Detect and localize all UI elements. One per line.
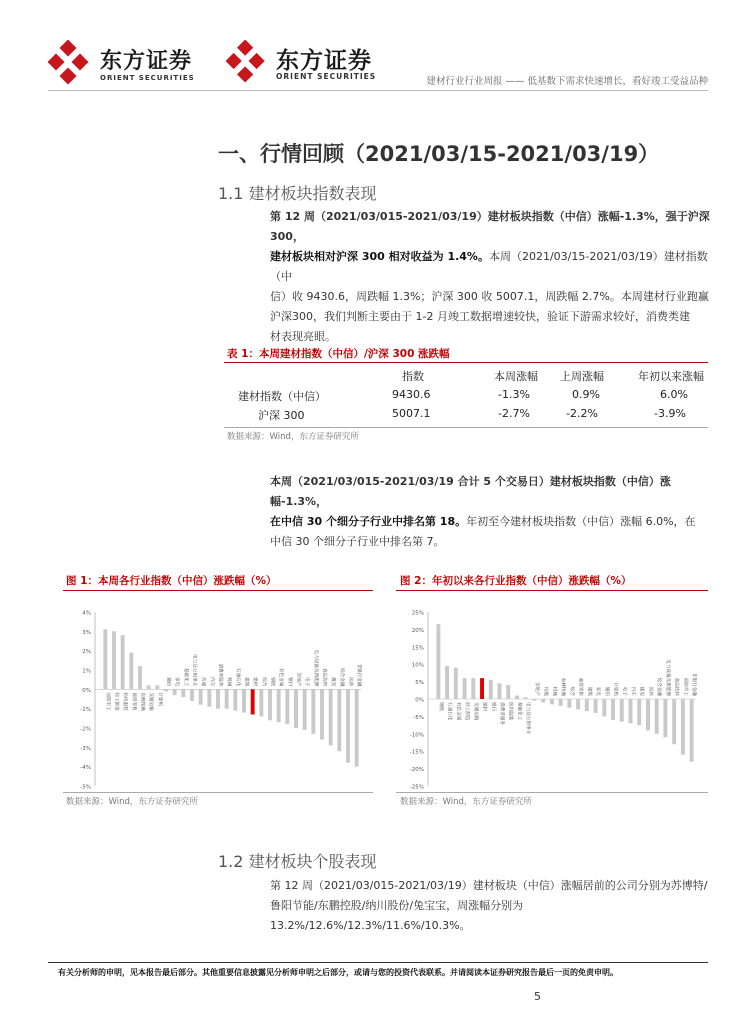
footer-note: 有关分析师的申明，见本报告最后部分。其他重要信息披露见分析师申明之后部分，或请与您的投资代表联系。并请阅读本证券研究报告最后一页的免责申明。 — [58, 968, 618, 977]
category-label: 交通运输 — [472, 702, 478, 721]
category-label: 轻工制造 — [113, 692, 119, 711]
y-tick-label: 1% — [82, 668, 91, 675]
bar — [121, 635, 125, 689]
y-tick-label: -20% — [409, 767, 424, 774]
table-row-1-week: -1.3% — [498, 388, 530, 401]
figure-1-title: 图 1：本周各行业指数（中信）涨跌幅（%） — [66, 575, 277, 587]
paragraph-1 — [270, 207, 710, 347]
chart-1 — [63, 598, 373, 794]
page-number: 5 — [534, 990, 541, 1003]
bar — [164, 689, 168, 691]
category-label: 建材 — [252, 677, 258, 687]
y-tick-label: 25% — [411, 610, 424, 617]
paragraph-3 — [270, 876, 715, 936]
bar — [285, 689, 289, 724]
table-1 — [224, 362, 708, 428]
category-label: 医药 — [647, 686, 653, 696]
table-row-2-index: 5007.1 — [392, 407, 431, 420]
category-label: 家电 — [174, 677, 180, 687]
category-label: 农林牧渔 — [139, 692, 145, 711]
category-label: 电力及公用事业 — [525, 702, 531, 735]
category-label: 商贸零售 — [577, 677, 583, 696]
bar — [663, 699, 667, 737]
bar — [181, 689, 185, 697]
bar — [436, 624, 440, 699]
category-label: 建筑 — [243, 677, 249, 687]
bar — [559, 699, 563, 706]
bar — [620, 699, 624, 722]
category-label: 消费者服务 — [217, 663, 223, 687]
logo-2-cn: 东方证券 — [276, 48, 372, 74]
bar — [515, 696, 519, 699]
category-label: 机械 — [551, 686, 557, 696]
bar — [611, 699, 615, 720]
y-tick-label: -1% — [80, 707, 91, 714]
bar — [147, 685, 151, 689]
category-label: 交通运输 — [148, 692, 154, 711]
category-label: 钢铁 — [269, 677, 275, 687]
bar — [155, 685, 159, 689]
paragraph-2 — [270, 472, 710, 552]
category-label: 钢铁 — [437, 702, 443, 712]
bar — [567, 699, 571, 708]
category-label: 煤炭 — [638, 686, 644, 696]
y-tick-label: 20% — [411, 627, 424, 634]
category-label: 传媒 — [200, 677, 206, 687]
para2-line-2: 在中信 30 个细分子行业中排名第 18。年初至今建材板块指数（中信）涨幅 6.0%，在 — [270, 515, 696, 528]
bar — [207, 689, 211, 706]
category-label: 非银行金融 — [691, 673, 697, 696]
category-label: 石油石化 — [446, 702, 452, 721]
category-label: 建筑 — [586, 686, 592, 696]
bar — [576, 699, 580, 709]
table-1-bottom-rule — [224, 427, 708, 428]
category-label: 医药 — [347, 677, 353, 687]
bar — [550, 699, 554, 704]
bar — [173, 689, 177, 695]
table-header-index: 指数 — [402, 370, 424, 383]
table-header-ytd: 年初以来涨幅 — [638, 370, 704, 383]
category-label: 综合金融 — [656, 677, 662, 696]
table-1-title: 表 1：本周建材指数（中信）/沪深 300 涨跌幅 — [227, 348, 450, 360]
subsection-title-2: 1.2 建材板块个股表现 — [218, 852, 377, 871]
y-tick-label: 15% — [411, 645, 424, 652]
category-label: 通信 — [603, 686, 609, 696]
category-label: 传媒 — [542, 686, 548, 696]
bar — [594, 699, 598, 713]
category-label: 商贸零售 — [130, 692, 136, 711]
bar — [268, 689, 272, 720]
logo-mark-icon — [48, 40, 94, 86]
y-tick-label: 4% — [82, 610, 91, 617]
logo-1-cn: 东方证券 — [100, 49, 193, 74]
bar — [138, 666, 142, 689]
bar — [681, 699, 685, 755]
bar — [259, 689, 263, 716]
bar — [498, 683, 502, 699]
category-label: 轻工制造 — [464, 702, 470, 721]
bar — [199, 689, 203, 704]
category-label: 纺织服装 — [122, 692, 128, 711]
bar — [672, 699, 676, 744]
para2-line-1: 本周（2021/03/015-2021/03/19 合计 5 个交易日）建材板块指数（中信）涨幅-1.3%， — [270, 475, 671, 508]
bar — [480, 678, 484, 699]
bar — [524, 697, 528, 699]
bar — [463, 678, 467, 699]
category-label: 非银行金融 — [356, 663, 362, 687]
category-label: 国防军工 — [104, 692, 110, 711]
logo-mark-icon — [226, 40, 270, 84]
bar — [225, 689, 229, 708]
figure-1-source: 数据来源：Wind，东方证券研究所 — [66, 797, 198, 807]
logo-2 — [226, 40, 386, 86]
bar — [303, 689, 307, 730]
table-row-1-ytd: 6.0% — [660, 388, 688, 401]
bar — [690, 699, 694, 762]
header-divider — [48, 90, 708, 91]
category-label: 计算机 — [612, 682, 618, 696]
table-1-source: 数据来源：Wind，东方证券研究所 — [227, 432, 359, 442]
table-row-1-name: 建材指数（中信） — [238, 390, 326, 403]
bar — [129, 653, 133, 690]
para1-line-5: 材表现亮眼。 — [270, 330, 336, 343]
category-label: 家电 — [595, 686, 601, 696]
category-label: 通信 — [165, 677, 171, 687]
y-tick-label: -5% — [80, 784, 91, 791]
bar — [602, 699, 606, 716]
para3-line-1: 第 12 周（2021/03/015-2021/03/19）建材板块（中信）涨幅居前的公司分别为苏博特/ — [270, 879, 708, 892]
category-label: 房地产 — [533, 682, 539, 696]
bar — [337, 689, 341, 751]
bar — [445, 666, 449, 699]
bar — [506, 685, 510, 699]
category-label: 电力设备及新能源 — [312, 649, 318, 687]
category-label: 食品饮料 — [673, 677, 679, 696]
logo-1 — [48, 40, 208, 86]
para1-line-2: 建材板块相对沪深 300 相对收益为 1.4%。本周（2021/03/15-2021/03/19）建材指数（中 — [270, 250, 708, 283]
category-label: 建材 — [481, 702, 487, 712]
para2-line-3: 中信 30 个细分子行业中排名第 7。 — [270, 535, 445, 548]
category-label: 国防军工 — [682, 677, 688, 696]
bar — [454, 668, 458, 699]
para1-line-3: 信）收 9430.6，周跌幅 1.3%；沪深 300 收 5007.1，周跌幅 2.7%。本周建材行业跑赢 — [270, 290, 709, 303]
category-label: 电力设备及新能源 — [664, 659, 670, 696]
table-header-lastweek: 上周涨幅 — [560, 370, 604, 383]
logo-2-en: ORIENT SECURITIES — [276, 72, 377, 81]
y-tick-label: 10% — [411, 662, 424, 669]
category-label: 石油石化 — [234, 667, 240, 687]
category-label: 汽车 — [630, 686, 635, 696]
category-label: 食品饮料 — [321, 667, 327, 687]
category-label: 基础化工 — [182, 667, 188, 687]
y-tick-label: -5% — [413, 714, 424, 721]
category-label: 综合 — [568, 686, 574, 696]
category-label: 电子 — [304, 677, 310, 687]
y-tick-label: 3% — [82, 629, 91, 636]
bar — [112, 631, 116, 689]
para3-line-2: 鲁阳节能/东鹏控股/纳川股份/兔宝宝，周涨幅分别为 13.2%/12.6%/12.3%/11.6%/10.3%。 — [270, 899, 524, 932]
category-label: 综合 — [260, 677, 266, 687]
table-row-2-name: 沪深 300 — [258, 409, 305, 422]
y-tick-label: -15% — [409, 749, 424, 756]
category-label: 电子 — [621, 686, 627, 696]
category-label: 基础化工 — [516, 702, 522, 721]
bar — [311, 689, 315, 733]
category-label: 农林牧渔 — [560, 677, 566, 696]
category-label: 银行 — [286, 677, 292, 687]
bar — [277, 689, 281, 722]
para1-line-1: 第 12 周（2021/03/015-2021/03/19）建材板块指数（中信）涨幅-1.3%，强于沪深 300， — [270, 210, 710, 243]
subsection-title-1: 1.1 建材板块指数表现 — [218, 184, 377, 203]
table-row-1-index: 9430.6 — [392, 388, 431, 401]
bar — [190, 689, 194, 701]
figure-1-rule — [63, 590, 373, 591]
table-row-2-ytd: -3.9% — [654, 407, 686, 420]
category-label: 煤炭 — [330, 677, 336, 687]
para1-line-4: 沪深300，我们判断主要由于 1-2 月竣工数据增速较快，验证下游需求较好，消费类建 — [270, 310, 690, 323]
y-tick-label: 2% — [82, 649, 91, 656]
category-label: 消费者服务 — [499, 702, 504, 725]
section-title: 一、行情回顾（2021/03/15-2021/03/19） — [218, 142, 660, 166]
bar — [471, 678, 475, 699]
bar — [637, 699, 641, 725]
footer-divider — [48, 962, 708, 963]
category-label: 有色金属 — [278, 667, 284, 687]
bar — [242, 689, 246, 712]
table-row-2-week: -2.7% — [498, 407, 530, 420]
figure-2-title: 图 2：年初以来各行业指数（中信）涨跌幅（%） — [400, 575, 632, 587]
table-row-1-lastweek: 0.9% — [572, 388, 600, 401]
bar — [251, 689, 255, 714]
y-tick-label: 0% — [415, 697, 424, 704]
report-title: 建材行业行业周报 —— 低基数下需求快速增长，看好竣工受益品种 — [426, 76, 708, 87]
bar — [346, 689, 350, 762]
y-tick-label: -2% — [80, 726, 91, 733]
bar — [355, 689, 359, 766]
bar — [655, 699, 659, 734]
y-tick-label: -25% — [409, 784, 424, 791]
figure-2-rule — [396, 590, 708, 591]
y-tick-label: -3% — [80, 745, 91, 752]
figure-1-bottom-rule — [63, 792, 373, 793]
bar — [532, 699, 536, 701]
category-label: 电力及公用事业 — [191, 654, 197, 687]
y-tick-label: -10% — [409, 732, 424, 739]
bar — [103, 629, 107, 689]
y-tick-label: 0% — [82, 687, 91, 694]
bar — [541, 699, 545, 702]
category-label: 银行 — [490, 702, 496, 712]
category-label: 纺织服装 — [507, 702, 513, 721]
bar — [646, 699, 650, 730]
table-row-2-lastweek: -2.2% — [566, 407, 598, 420]
bar — [320, 689, 324, 739]
category-label: 机械 — [226, 677, 232, 687]
category-label: 计算机 — [156, 692, 162, 707]
bar — [233, 689, 237, 710]
category-label: 综合金融 — [338, 667, 344, 687]
bar — [585, 699, 589, 711]
category-label: 房地产 — [295, 672, 301, 687]
figure-2-bottom-rule — [396, 792, 708, 793]
category-label: 有色金属 — [455, 702, 461, 721]
bar — [629, 699, 633, 723]
category-label: 汽车 — [208, 677, 214, 687]
bar — [329, 689, 333, 745]
bar — [489, 680, 493, 699]
bar — [294, 689, 298, 728]
y-tick-label: 5% — [415, 680, 424, 687]
bar — [216, 689, 220, 708]
chart-2 — [396, 598, 708, 794]
logo-1-en: ORIENT SECURITIES — [100, 74, 195, 82]
figure-2-source: 数据来源：Wind，东方证券研究所 — [400, 797, 532, 807]
y-tick-label: -4% — [80, 765, 91, 772]
table-header-week: 本周涨幅 — [494, 370, 538, 383]
